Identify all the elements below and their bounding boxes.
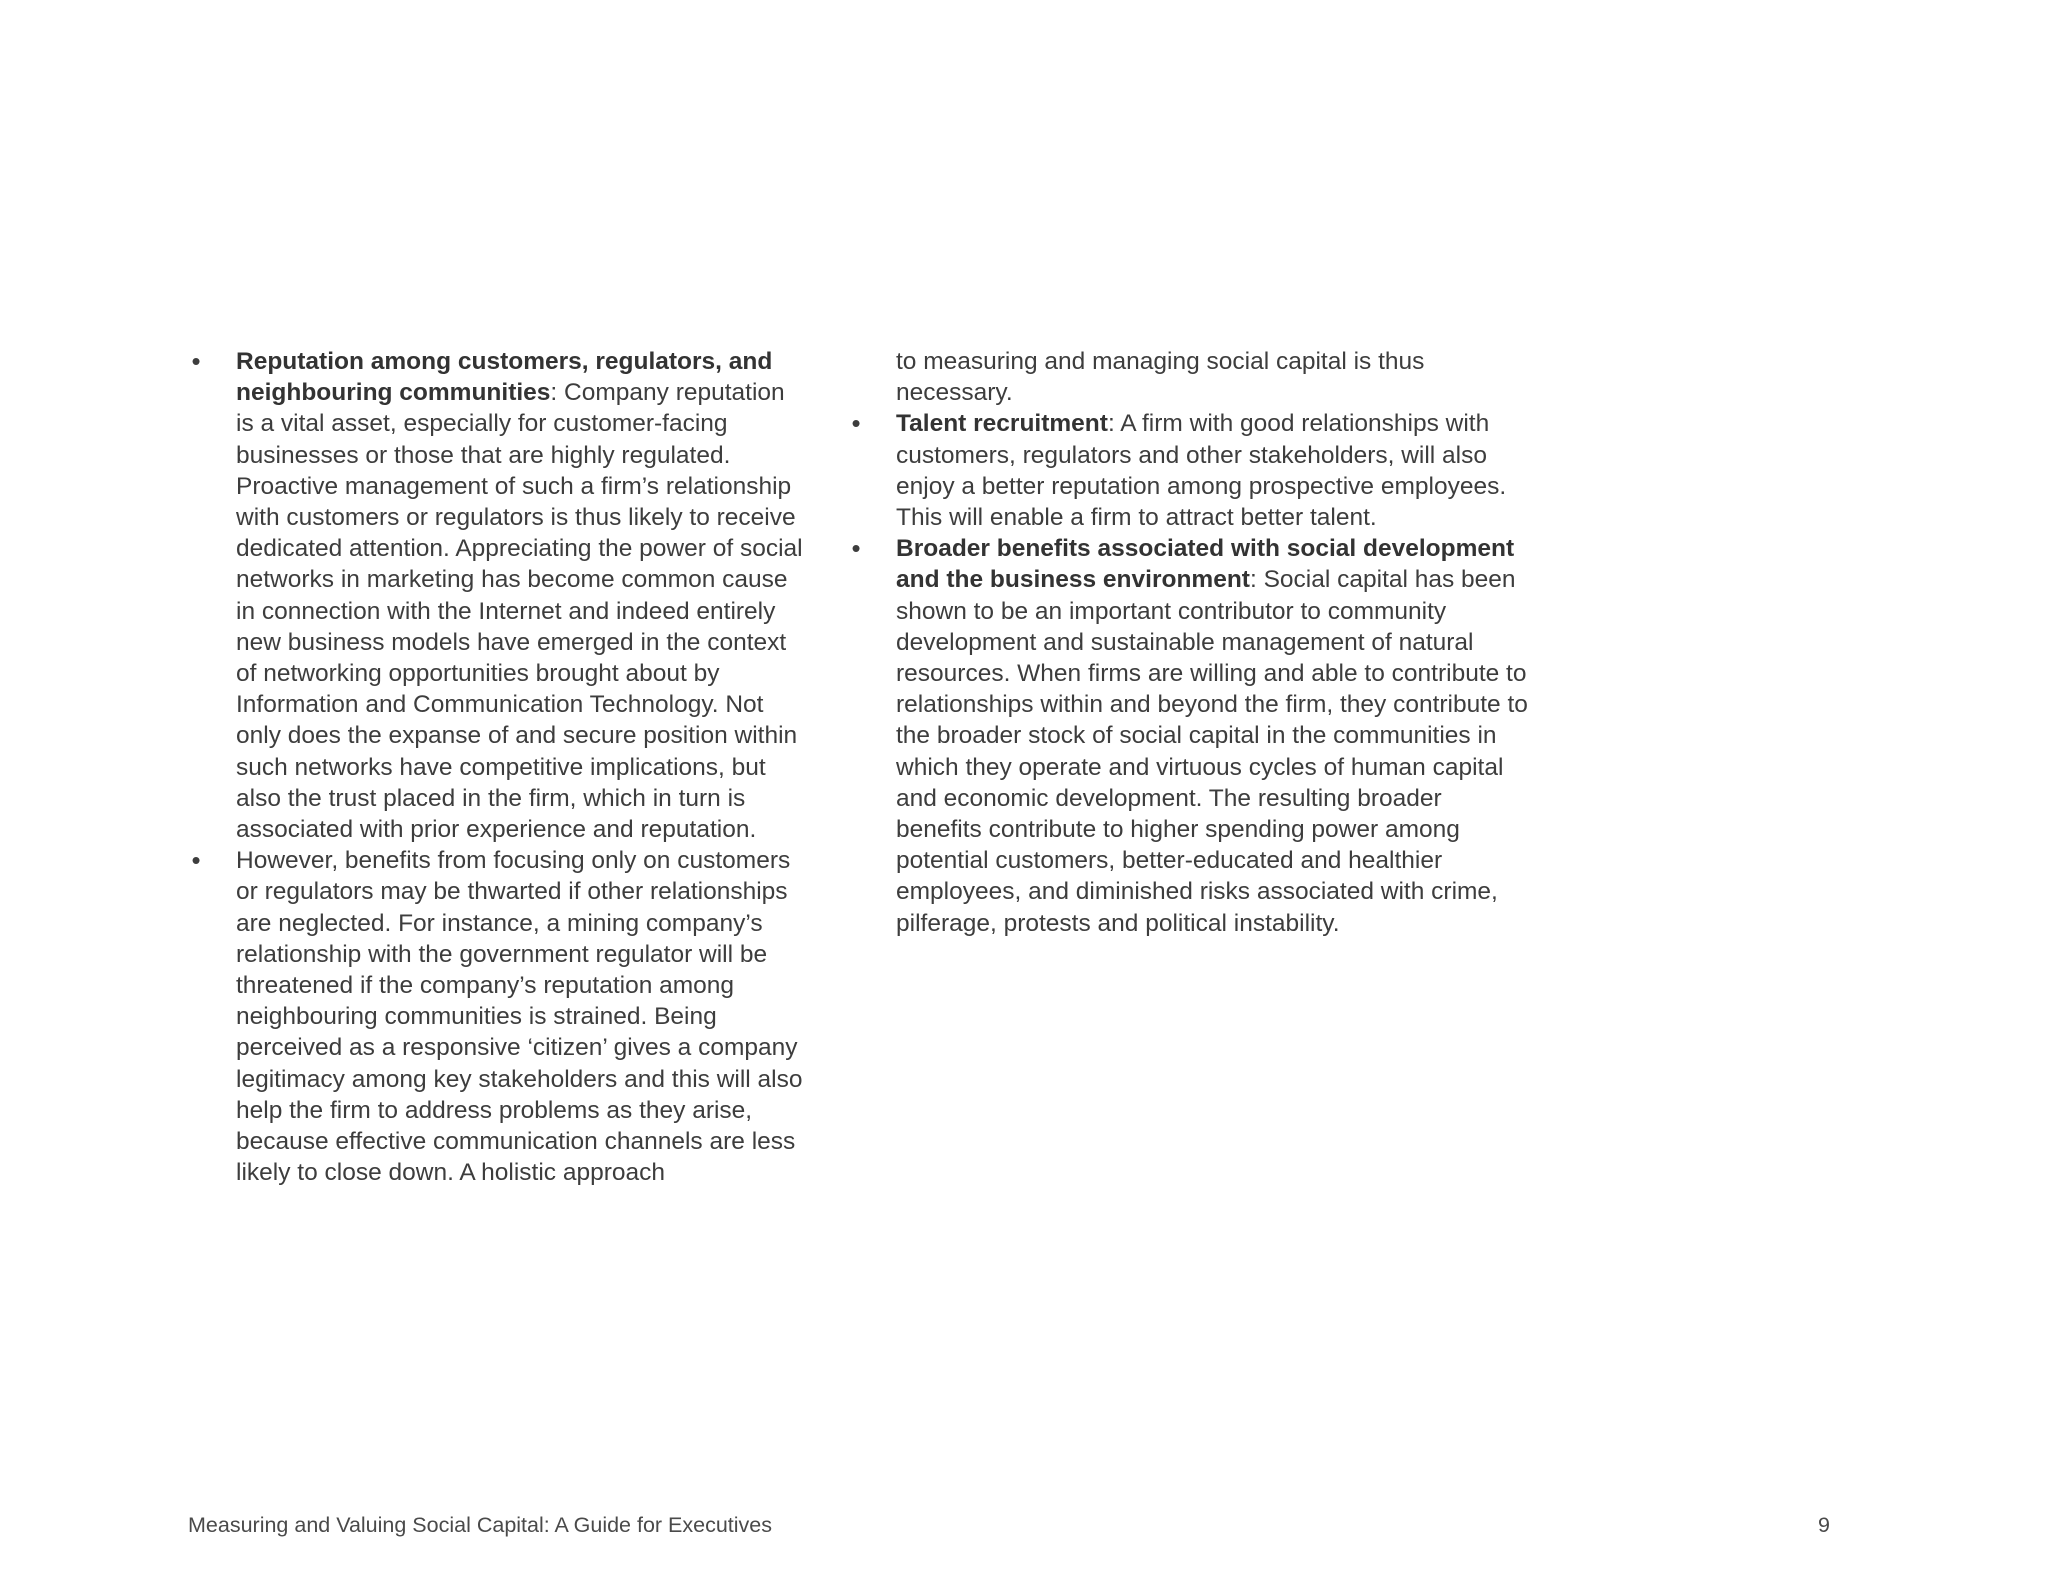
bullet-heading: Broader benefits associated with social development and the business environment <box>896 535 1515 594</box>
bullet-heading: Reputation among customers, regulators, and neighbouring communities <box>236 348 773 407</box>
bullet-item-talent-recruitment <box>848 408 1528 533</box>
continued-text: to measuring and managing social capital is thus necessary. <box>896 348 1425 407</box>
bullet-item-reputation <box>188 346 808 845</box>
footer-title: Measuring and Valuing Social Capital: A Guide for Executives <box>188 1513 773 1537</box>
bullet-icon: • <box>191 346 201 376</box>
bullet-text: : Social capital has been shown to be an important contributor to community development and sustainable management of natural resources. When firms are willing and able to contribute to relationships within and beyond the firm, they contribute to the broader stock of social capital in the communities in which they operate and virtuous cycles of human capital and economic development. The resulting broader benefits contribute to higher spending power among potential customers, better-educated and healthier employees, and diminished risks associated with crime, pilferage, protests and political instability. <box>896 566 1528 937</box>
bullet-icon: • <box>851 533 861 564</box>
bullet-heading: Talent recruitment <box>896 410 1108 438</box>
left-column <box>188 346 808 1188</box>
bullet-item-broader-benefits <box>848 533 1528 939</box>
bullet-item-benefits-warning <box>188 845 808 1188</box>
bullet-icon: • <box>191 845 201 876</box>
bullet-text: However, benefits from focusing only on customers or regulators may be thwarted if other relationships are neglected. For instance, a mining company’s relationship with the government regulator will be threatened if the company’s reputation among neighbouring communities is strained. Being perceived as a responsive ‘citizen’ gives a company legitimacy among key stakeholders and this will also help the firm to address problems as they arise, because effective communication channels are less likely to close down. A holistic approach <box>236 847 803 1187</box>
bullet-text: : Company reputation is a vital asset, especially for customer-facing businesses or those that are highly regulated. Proactive management of such a firm’s relationship with customers or regulators is thus likely to receive dedicated attention. Appreciating the power of social networks in marketing has become common cause in connection with the Internet and indeed entirely new business models have emerged in the context of networking opportunities brought about by Information and Communication Technology. Not only does the expanse of and secure position within such networks have competitive implications, but also the trust placed in the firm, which in turn is associated with prior experience and reputation. <box>236 379 803 844</box>
bullet-text: : A firm with good relationships with customers, regulators and other stakeholders, will also enjoy a better reputation among prospective employees. This will enable a firm to attract better talent. <box>896 410 1507 532</box>
right-column <box>848 346 1528 939</box>
bullet-icon: • <box>851 408 861 439</box>
page-number: 9 <box>1818 1513 1830 1537</box>
